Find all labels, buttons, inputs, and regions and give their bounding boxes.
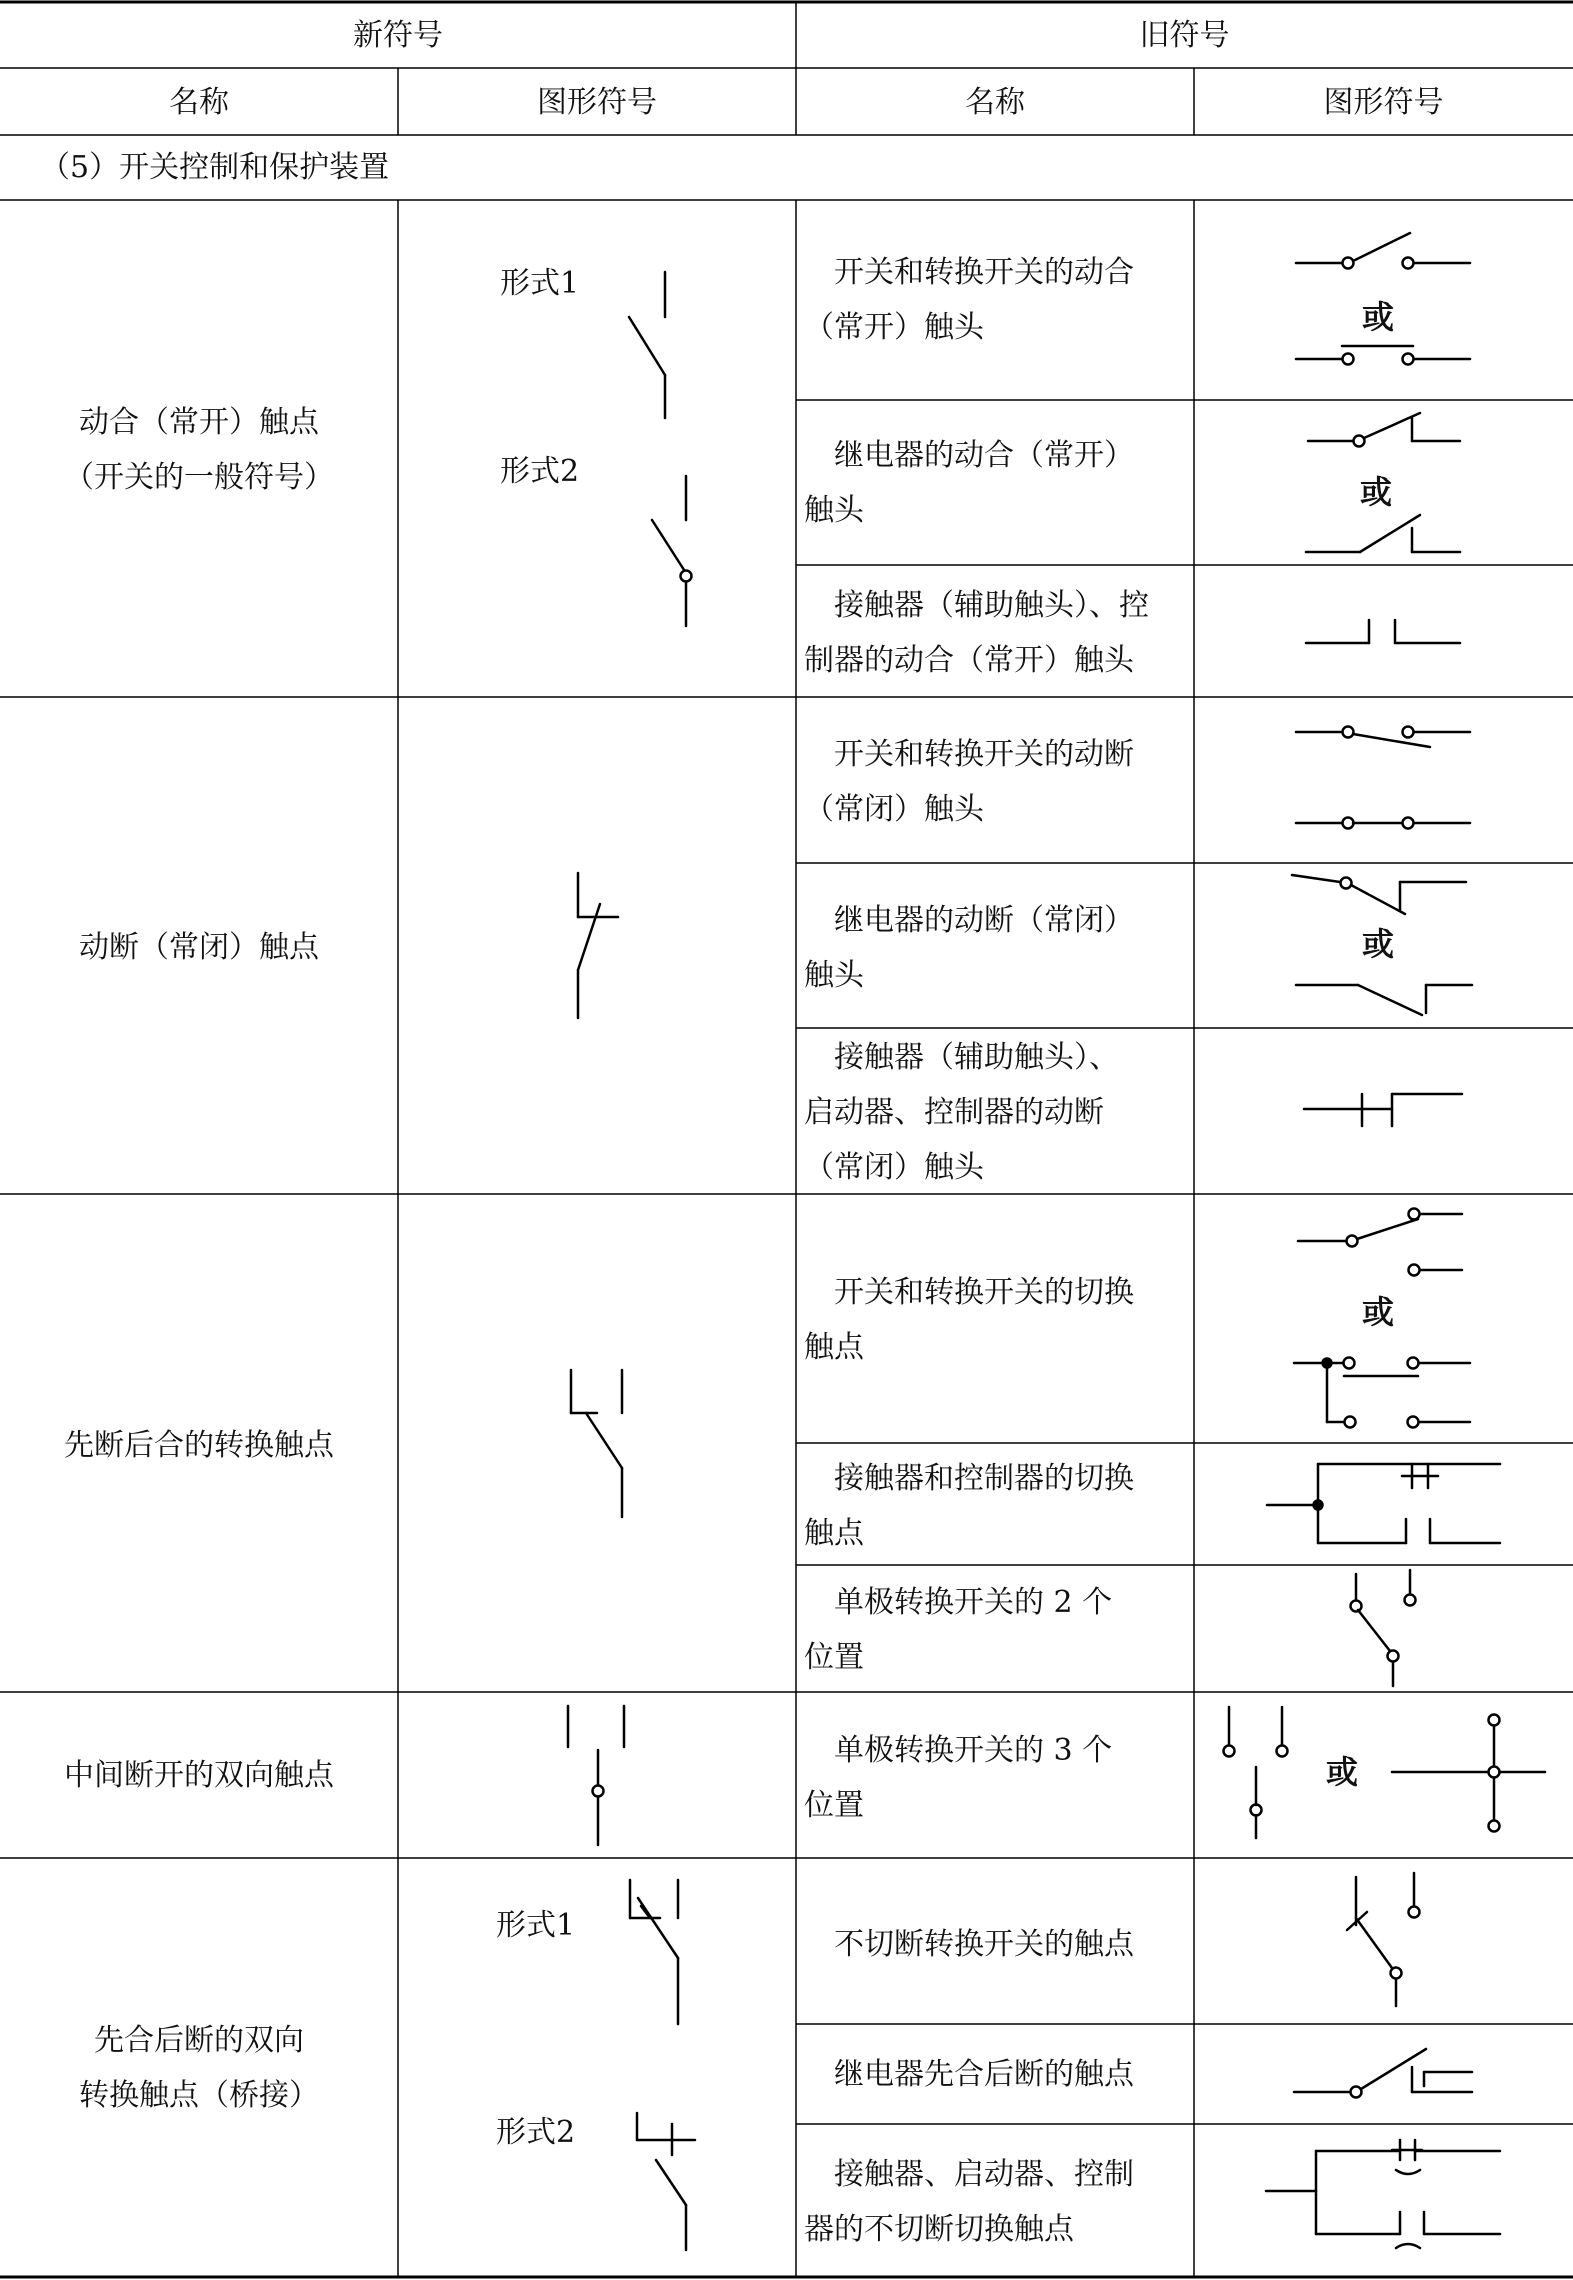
- header-new-graphic: 图形符号: [537, 85, 657, 120]
- header-new-symbol: 新符号: [353, 18, 443, 53]
- group-name: 中间断开的双向触点: [64, 1758, 334, 1793]
- or-label: 或: [1362, 298, 1395, 336]
- old-symbol-name: 单极转换开关的 3 个 位置: [804, 1733, 1113, 1823]
- form2-label: 形式2: [496, 2115, 576, 2150]
- group-name: 动断（常闭）触点: [79, 930, 319, 965]
- old-relay-break-symbol: [1292, 875, 1472, 1015]
- header-old-symbol: 旧符号: [1139, 18, 1230, 53]
- make-contact-form2-symbol: [652, 476, 692, 626]
- group-name: 动合（常开）触点 （开关的一般符号）: [64, 405, 334, 495]
- form1-label: 形式1: [496, 1908, 576, 1943]
- or-label: 或: [1362, 1293, 1395, 1331]
- form2-label: 形式2: [500, 454, 580, 489]
- old-three-position-switch-symbol: [1224, 1707, 1546, 1838]
- old-symbol-name: 继电器的动断（常闭） 触头: [804, 903, 1134, 993]
- old-switch-make-symbol: [1296, 233, 1470, 365]
- make-before-break-form1-symbol: [630, 1880, 678, 2024]
- old-symbol-name: 单极转换开关的 2 个 位置: [804, 1585, 1113, 1675]
- old-switch-changeover-symbol: [1294, 1209, 1470, 1428]
- or-label: 或: [1360, 473, 1393, 511]
- or-label: 或: [1326, 1753, 1359, 1791]
- old-symbol-name: 继电器的动合（常开） 触头: [804, 438, 1134, 528]
- old-contactor-make-symbol: [1306, 620, 1460, 643]
- break-contact-symbol: [578, 873, 618, 1018]
- old-symbol-name: 不切断转换开关的触点: [834, 1927, 1134, 1962]
- old-symbol-name: 接触器、启动器、控制 器的不切断切换触点: [804, 2157, 1134, 2247]
- header-new-name: 名称: [169, 85, 229, 120]
- old-switch-break-symbol: [1296, 727, 1470, 829]
- old-contactor-break-symbol: [1304, 1094, 1462, 1126]
- old-symbol-name: 继电器先合后断的触点: [834, 2057, 1134, 2092]
- old-relay-make-before-break-symbol: [1294, 2049, 1472, 2098]
- form1-label: 形式1: [500, 266, 580, 301]
- header-old-graphic: 图形符号: [1323, 85, 1444, 120]
- old-symbol-name: 开关和转换开关的动断 （常闭）触头: [804, 737, 1134, 827]
- old-two-position-switch-symbol: [1351, 1570, 1416, 1686]
- old-non-interrupting-switch-symbol: [1347, 1873, 1420, 2006]
- group-name: 先合后断的双向 转换触点（桥接）: [79, 2023, 319, 2113]
- old-symbol-name: 接触器和控制器的切换 触点: [804, 1461, 1134, 1551]
- header-old-name: 名称: [965, 85, 1025, 120]
- center-off-two-way-contact-symbol: [568, 1706, 624, 1845]
- changeover-contact-symbol: [571, 1370, 622, 1517]
- make-before-break-form2-symbol: [637, 2113, 695, 2250]
- old-contactor-non-interrupting-symbol: [1266, 2140, 1500, 2248]
- group-name: 先断后合的转换触点: [64, 1428, 334, 1463]
- section-title: （5）开关控制和保护装置: [40, 150, 390, 185]
- old-symbol-name: 开关和转换开关的切换 触点: [804, 1275, 1134, 1365]
- or-label: 或: [1362, 925, 1395, 963]
- make-contact-form1-symbol: [629, 272, 665, 418]
- old-symbol-name: 开关和转换开关的动合 （常开）触头: [804, 255, 1134, 345]
- old-contactor-changeover-symbol: [1267, 1464, 1500, 1543]
- old-relay-make-symbol: [1306, 413, 1460, 552]
- old-symbol-name: 接触器（辅助触头）、控 制器的动合（常开）触头: [804, 588, 1149, 678]
- old-symbol-name: 接触器（辅助触头）、 启动器、控制器的动断 （常闭）触头: [804, 1040, 1119, 1185]
